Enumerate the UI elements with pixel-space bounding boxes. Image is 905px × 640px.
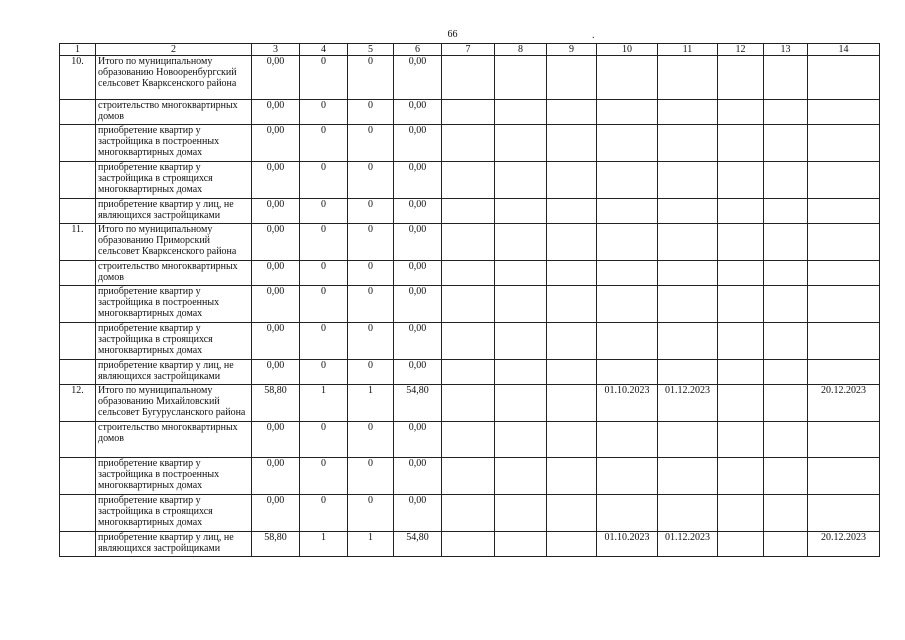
cell-col-12	[718, 495, 764, 532]
col-header: 11	[658, 44, 718, 56]
cell-col-10	[597, 162, 658, 199]
cell-col-8	[495, 125, 547, 162]
table-row	[60, 125, 880, 162]
cell-col-8	[495, 422, 547, 458]
cell-col-6: 0,00	[394, 224, 442, 261]
cell-col-3: 0,00	[252, 458, 300, 495]
cell-col-14	[808, 458, 880, 495]
cell-col-8	[495, 360, 547, 385]
cell-col-10	[597, 125, 658, 162]
cell-col-12	[718, 56, 764, 100]
row-number	[60, 125, 96, 162]
row-number	[60, 422, 96, 458]
col-header: 1	[60, 44, 96, 56]
cell-col-9	[547, 532, 597, 557]
table-row	[60, 199, 880, 224]
cell-col-8	[495, 224, 547, 261]
cell-col-12	[718, 532, 764, 557]
cell-col-11: 01.12.2023	[658, 532, 718, 557]
cell-col-4: 0	[300, 199, 348, 224]
cell-col-8	[495, 458, 547, 495]
cell-col-11	[658, 224, 718, 261]
cell-col-6: 0,00	[394, 323, 442, 360]
cell-col-10	[597, 458, 658, 495]
cell-col-6: 54,80	[394, 532, 442, 557]
cell-col-8	[495, 385, 547, 422]
cell-col-4: 0	[300, 56, 348, 100]
cell-col-10	[597, 360, 658, 385]
cell-col-13	[764, 323, 808, 360]
row-number	[60, 100, 96, 125]
row-description: строительство многоквартирных домов	[96, 422, 252, 458]
cell-col-14	[808, 125, 880, 162]
table-row	[60, 286, 880, 323]
cell-col-5: 1	[348, 532, 394, 557]
cell-col-7	[442, 56, 495, 100]
cell-col-9	[547, 224, 597, 261]
cell-col-11	[658, 56, 718, 100]
cell-col-10	[597, 495, 658, 532]
cell-col-7	[442, 162, 495, 199]
cell-col-3: 0,00	[252, 360, 300, 385]
cell-col-10	[597, 261, 658, 286]
cell-col-11	[658, 458, 718, 495]
cell-col-9	[547, 261, 597, 286]
cell-col-8	[495, 532, 547, 557]
cell-col-5: 0	[348, 360, 394, 385]
row-number	[60, 532, 96, 557]
cell-col-6: 0,00	[394, 56, 442, 100]
cell-col-3: 0,00	[252, 199, 300, 224]
cell-col-13	[764, 261, 808, 286]
cell-col-3: 0,00	[252, 162, 300, 199]
row-description: строительство многоквартирных домов	[96, 261, 252, 286]
row-number	[60, 261, 96, 286]
col-header: 8	[495, 44, 547, 56]
data-table	[59, 43, 880, 557]
cell-col-8	[495, 199, 547, 224]
row-description: приобретение квартир у застройщика в построенных многоквартирных домах	[96, 125, 252, 162]
cell-col-13	[764, 162, 808, 199]
cell-col-14	[808, 422, 880, 458]
cell-col-4: 0	[300, 261, 348, 286]
cell-col-13	[764, 495, 808, 532]
cell-col-11	[658, 261, 718, 286]
cell-col-9	[547, 360, 597, 385]
cell-col-5: 0	[348, 495, 394, 532]
table-row	[60, 422, 880, 458]
cell-col-6: 0,00	[394, 199, 442, 224]
cell-col-3: 0,00	[252, 56, 300, 100]
cell-col-14	[808, 360, 880, 385]
cell-col-13	[764, 224, 808, 261]
cell-col-13	[764, 56, 808, 100]
cell-col-3: 0,00	[252, 100, 300, 125]
cell-col-5: 0	[348, 100, 394, 125]
col-header: 4	[300, 44, 348, 56]
cell-col-12	[718, 422, 764, 458]
cell-col-12	[718, 385, 764, 422]
cell-col-9	[547, 385, 597, 422]
cell-col-14: 20.12.2023	[808, 385, 880, 422]
cell-col-8	[495, 100, 547, 125]
table-row	[60, 458, 880, 495]
cell-col-3: 0,00	[252, 286, 300, 323]
cell-col-3: 0,00	[252, 422, 300, 458]
cell-col-4: 0	[300, 100, 348, 125]
cell-col-13	[764, 125, 808, 162]
table-row	[60, 323, 880, 360]
cell-col-5: 0	[348, 162, 394, 199]
cell-col-12	[718, 224, 764, 261]
cell-col-8	[495, 162, 547, 199]
cell-col-11	[658, 360, 718, 385]
cell-col-12	[718, 199, 764, 224]
cell-col-6: 0,00	[394, 162, 442, 199]
page-number: 66	[447, 29, 458, 40]
cell-col-5: 0	[348, 286, 394, 323]
cell-col-11	[658, 422, 718, 458]
cell-col-4: 1	[300, 385, 348, 422]
cell-col-4: 1	[300, 532, 348, 557]
cell-col-11	[658, 323, 718, 360]
row-description: приобретение квартир у застройщика в построенных многоквартирных домах	[96, 286, 252, 323]
cell-col-7	[442, 385, 495, 422]
row-number: 10.	[60, 56, 96, 100]
cell-col-4: 0	[300, 286, 348, 323]
cell-col-9	[547, 100, 597, 125]
cell-col-8	[495, 323, 547, 360]
col-header: 7	[442, 44, 495, 56]
col-header: 5	[348, 44, 394, 56]
cell-col-14	[808, 261, 880, 286]
table-row	[60, 224, 880, 261]
cell-col-5: 0	[348, 422, 394, 458]
cell-col-11	[658, 125, 718, 162]
cell-col-12	[718, 360, 764, 385]
row-description: строительство многоквартирных домов	[96, 100, 252, 125]
cell-col-3: 0,00	[252, 125, 300, 162]
row-number: 12.	[60, 385, 96, 422]
cell-col-6: 0,00	[394, 458, 442, 495]
row-description: Итого по муниципальному образованию Новооренбургский сельсовет Кварксенского района	[96, 56, 252, 100]
table-row	[60, 532, 880, 557]
cell-col-7	[442, 422, 495, 458]
cell-col-3: 0,00	[252, 495, 300, 532]
cell-col-5: 1	[348, 385, 394, 422]
cell-col-4: 0	[300, 458, 348, 495]
cell-col-9	[547, 323, 597, 360]
cell-col-5: 0	[348, 125, 394, 162]
cell-col-7	[442, 360, 495, 385]
row-description: Итого по муниципальному образованию Михайловский сельсовет Бугурусланского района	[96, 385, 252, 422]
cell-col-4: 0	[300, 125, 348, 162]
cell-col-9	[547, 495, 597, 532]
cell-col-7	[442, 323, 495, 360]
cell-col-7	[442, 532, 495, 557]
table-row	[60, 385, 880, 422]
table-row	[60, 495, 880, 532]
row-number	[60, 458, 96, 495]
cell-col-4: 0	[300, 422, 348, 458]
row-number	[60, 495, 96, 532]
cell-col-13	[764, 100, 808, 125]
cell-col-10: 01.10.2023	[597, 532, 658, 557]
cell-col-7	[442, 261, 495, 286]
table-row	[60, 360, 880, 385]
cell-col-9	[547, 56, 597, 100]
col-header: 10	[597, 44, 658, 56]
cell-col-3: 0,00	[252, 261, 300, 286]
cell-col-11	[658, 495, 718, 532]
cell-col-9	[547, 199, 597, 224]
cell-col-7	[442, 224, 495, 261]
cell-col-14	[808, 323, 880, 360]
cell-col-4: 0	[300, 224, 348, 261]
cell-col-4: 0	[300, 162, 348, 199]
cell-col-7	[442, 458, 495, 495]
col-header: 13	[764, 44, 808, 56]
cell-col-11	[658, 100, 718, 125]
col-header: 14	[808, 44, 880, 56]
cell-col-9	[547, 286, 597, 323]
cell-col-12	[718, 100, 764, 125]
cell-col-11	[658, 199, 718, 224]
cell-col-8	[495, 56, 547, 100]
cell-col-14	[808, 199, 880, 224]
cell-col-14	[808, 162, 880, 199]
cell-col-6: 54,80	[394, 385, 442, 422]
cell-col-5: 0	[348, 458, 394, 495]
cell-col-13	[764, 199, 808, 224]
cell-col-11: 01.12.2023	[658, 385, 718, 422]
cell-col-14: 20.12.2023	[808, 532, 880, 557]
cell-col-7	[442, 125, 495, 162]
col-header: 2	[96, 44, 252, 56]
cell-col-8	[495, 286, 547, 323]
cell-col-9	[547, 422, 597, 458]
cell-col-6: 0,00	[394, 495, 442, 532]
cell-col-6: 0,00	[394, 125, 442, 162]
cell-col-13	[764, 360, 808, 385]
cell-col-4: 0	[300, 495, 348, 532]
cell-col-14	[808, 56, 880, 100]
cell-col-6: 0,00	[394, 360, 442, 385]
cell-col-7	[442, 495, 495, 532]
cell-col-10: 01.10.2023	[597, 385, 658, 422]
cell-col-10	[597, 199, 658, 224]
col-header: 6	[394, 44, 442, 56]
row-description: приобретение квартир у лиц, не являющихся застройщиками	[96, 360, 252, 385]
cell-col-8	[495, 261, 547, 286]
cell-col-13	[764, 458, 808, 495]
cell-col-8	[495, 495, 547, 532]
cell-col-7	[442, 286, 495, 323]
cell-col-10	[597, 422, 658, 458]
row-description: приобретение квартир у лиц, не являющихся застройщиками	[96, 199, 252, 224]
column-number-row	[60, 44, 880, 56]
row-description: приобретение квартир у лиц, не являющихся застройщиками	[96, 532, 252, 557]
row-number	[60, 286, 96, 323]
cell-col-9	[547, 458, 597, 495]
cell-col-11	[658, 286, 718, 323]
cell-col-10	[597, 224, 658, 261]
col-header: 9	[547, 44, 597, 56]
cell-col-12	[718, 162, 764, 199]
cell-col-7	[442, 100, 495, 125]
row-number	[60, 162, 96, 199]
table-row	[60, 100, 880, 125]
cell-col-9	[547, 125, 597, 162]
cell-col-14	[808, 286, 880, 323]
cell-col-5: 0	[348, 323, 394, 360]
row-description: приобретение квартир у застройщика в строящихся многоквартирных домах	[96, 323, 252, 360]
row-description: Итого по муниципальному образованию Приморский сельсовет Кварксенского района	[96, 224, 252, 261]
cell-col-6: 0,00	[394, 100, 442, 125]
row-number: 11.	[60, 224, 96, 261]
row-number	[60, 360, 96, 385]
col-header: 12	[718, 44, 764, 56]
cell-col-10	[597, 323, 658, 360]
cell-col-12	[718, 261, 764, 286]
cell-col-14	[808, 495, 880, 532]
cell-col-11	[658, 162, 718, 199]
cell-col-3: 0,00	[252, 323, 300, 360]
cell-col-5: 0	[348, 56, 394, 100]
cell-col-13	[764, 532, 808, 557]
cell-col-7	[442, 199, 495, 224]
cell-col-13	[764, 422, 808, 458]
cell-col-13	[764, 286, 808, 323]
row-description: приобретение квартир у застройщика в построенных многоквартирных домах	[96, 458, 252, 495]
cell-col-4: 0	[300, 323, 348, 360]
cell-col-3: 58,80	[252, 385, 300, 422]
cell-col-6: 0,00	[394, 286, 442, 323]
cell-col-10	[597, 56, 658, 100]
cell-col-14	[808, 100, 880, 125]
table-row	[60, 162, 880, 199]
cell-col-12	[718, 323, 764, 360]
row-number	[60, 199, 96, 224]
cell-col-10	[597, 286, 658, 323]
cell-col-13	[764, 385, 808, 422]
cell-col-6: 0,00	[394, 422, 442, 458]
cell-col-6: 0,00	[394, 261, 442, 286]
cell-col-5: 0	[348, 199, 394, 224]
row-description: приобретение квартир у застройщика в строящихся многоквартирных домах	[96, 162, 252, 199]
cell-col-3: 58,80	[252, 532, 300, 557]
cell-col-12	[718, 286, 764, 323]
table-row	[60, 56, 880, 100]
cell-col-5: 0	[348, 261, 394, 286]
cell-col-5: 0	[348, 224, 394, 261]
table-row	[60, 261, 880, 286]
cell-col-12	[718, 458, 764, 495]
cell-col-4: 0	[300, 360, 348, 385]
cell-col-10	[597, 100, 658, 125]
page-mark: .	[592, 30, 595, 41]
cell-col-3: 0,00	[252, 224, 300, 261]
col-header: 3	[252, 44, 300, 56]
row-number	[60, 323, 96, 360]
cell-col-12	[718, 125, 764, 162]
cell-col-9	[547, 162, 597, 199]
cell-col-14	[808, 224, 880, 261]
row-description: приобретение квартир у застройщика в строящихся многоквартирных домах	[96, 495, 252, 532]
